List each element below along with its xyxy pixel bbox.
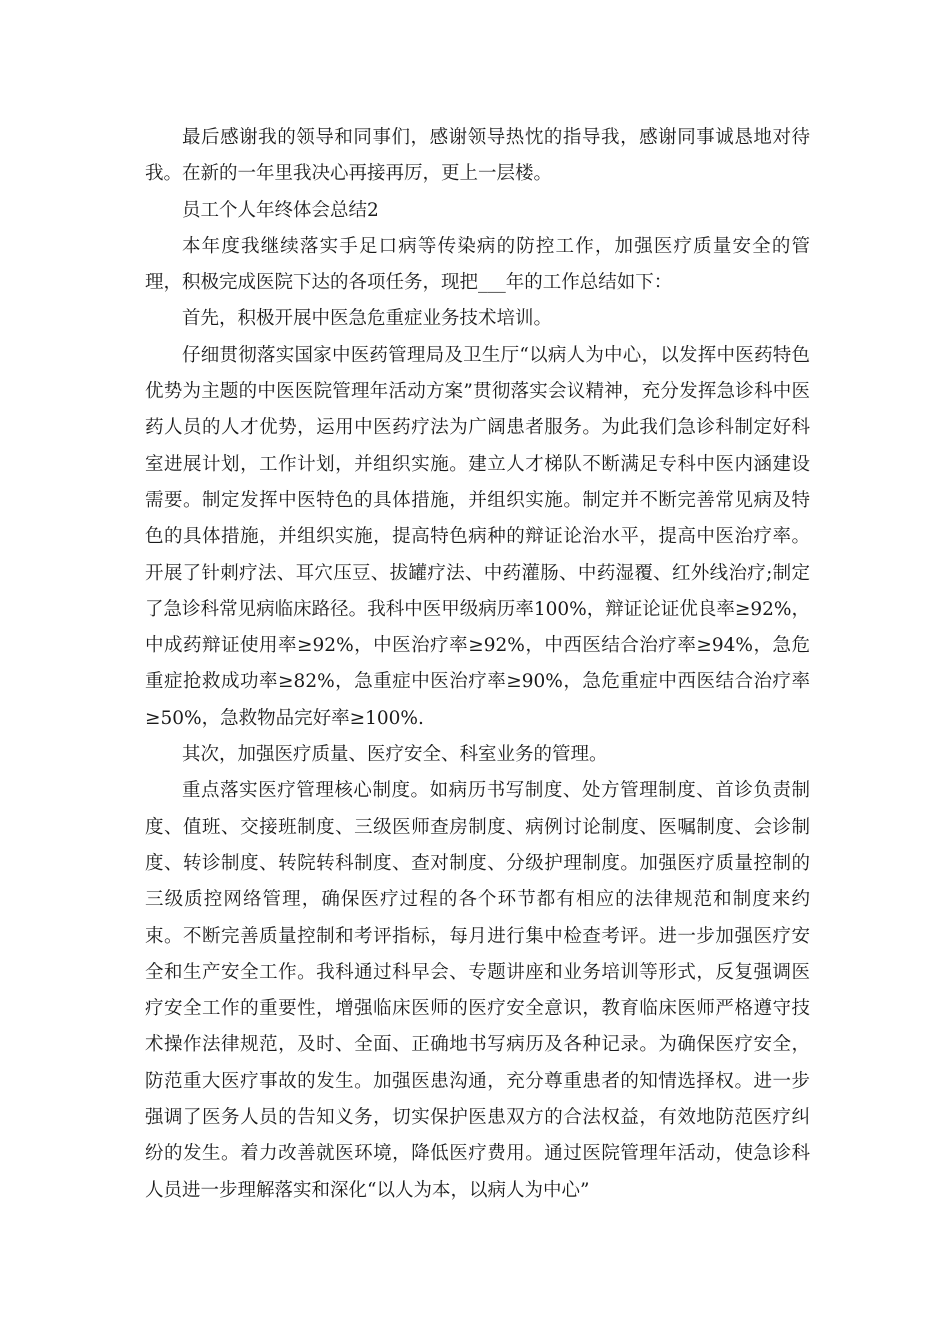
paragraph-second-point: 其次，加强医疗质量、医疗安全、科室业务的管理。: [182, 744, 608, 766]
paragraph-tcm-implementation: 仔细贯彻落实国家中医药管理局及卫生厅“以病人为中心，以发挥中医药特色优势为主题的中医医院管理年活动方案”贯彻落实会议精神，充分发挥急诊科中医药人员的人才优势，运用中医药疗法为广阔患者服务。为此我们急诊科制定好科室进展计划，工作计划，并组织实施。建立人才梯队不断满足专科中医内涵建设需要。制定发挥中医特色的具体措施，并组织实施。制定并不断完善常见病及特色的具体措施，并组织实施，提高特色病种的辩证论治水平，提高中医治疗率。开展了针刺疗法、耳穴压豆、拔罐疗法、中药灌肠、中药湿覆、红外线治疗;制定了急诊科常见病临床路径。我科中医甲级病历率100%，辩证论证优良率≥92%，中成药辩证使用率≥92%，中医治疗率≥92%，中西医结合治疗率≥94%，急危重症抢救成功率≥82%，急重症中医治疗率≥90%，急危重症中西医结合治疗率≥50%，急救物品完好率≥100%.: [145, 344, 810, 729]
paragraph-closing-thanks: 最后感谢我的领导和同事们，感谢领导热忱的指导我，感谢同事诚恳地对待我。在新的一年里我决心再接再厉，更上一层楼。: [145, 127, 810, 185]
paragraph-intro: 本年度我继续落实手足口病等传染病的防控工作，加强医疗质量安全的管理，积极完成医院下达的各项任务，现把___年的工作总结如下：: [145, 235, 810, 294]
section-heading: 员工个人年终体会总结2: [182, 199, 379, 221]
paragraph-first-point: 首先，积极开展中医急危重症业务技术培训。: [182, 308, 553, 330]
paragraph-core-system: 重点落实医疗管理核心制度。如病历书写制度、处方管理制度、首诊负责制度、值班、交接班制度、三级医师查房制度、病例讨论制度、医嘱制度、会诊制度、转诊制度、转院转科制度、查对制度、分级护理制度。加强医疗质量控制的三级质控网络管理，确保医疗过程的各个环节都有相应的法律规范和制度来约束。不断完善质量控制和考评指标，每月进行集中检查考评。进一步加强医疗安全和生产安全工作。我科通过科早会、专题讲座和业务培训等形式，反复强调医疗安全工作的重要性，增强临床医师的医疗安全意识，教育临床医师严格遵守技术操作法律规范，及时、全面、正确地书写病历及各种记录。为确保医疗安全，防范重大医疗事故的发生。加强医患沟通，充分尊重患者的知情选择权。进一步强调了医务人员的告知义务，切实保护医患双方的合法权益，有效地防范医疗纠纷的发生。着力改善就医环境，降低医疗费用。通过医院管理年活动，使急诊科人员进一步理解落实和深化“以人为本，以病人为中心”: [145, 780, 810, 1201]
document-body: [145, 120, 810, 1209]
